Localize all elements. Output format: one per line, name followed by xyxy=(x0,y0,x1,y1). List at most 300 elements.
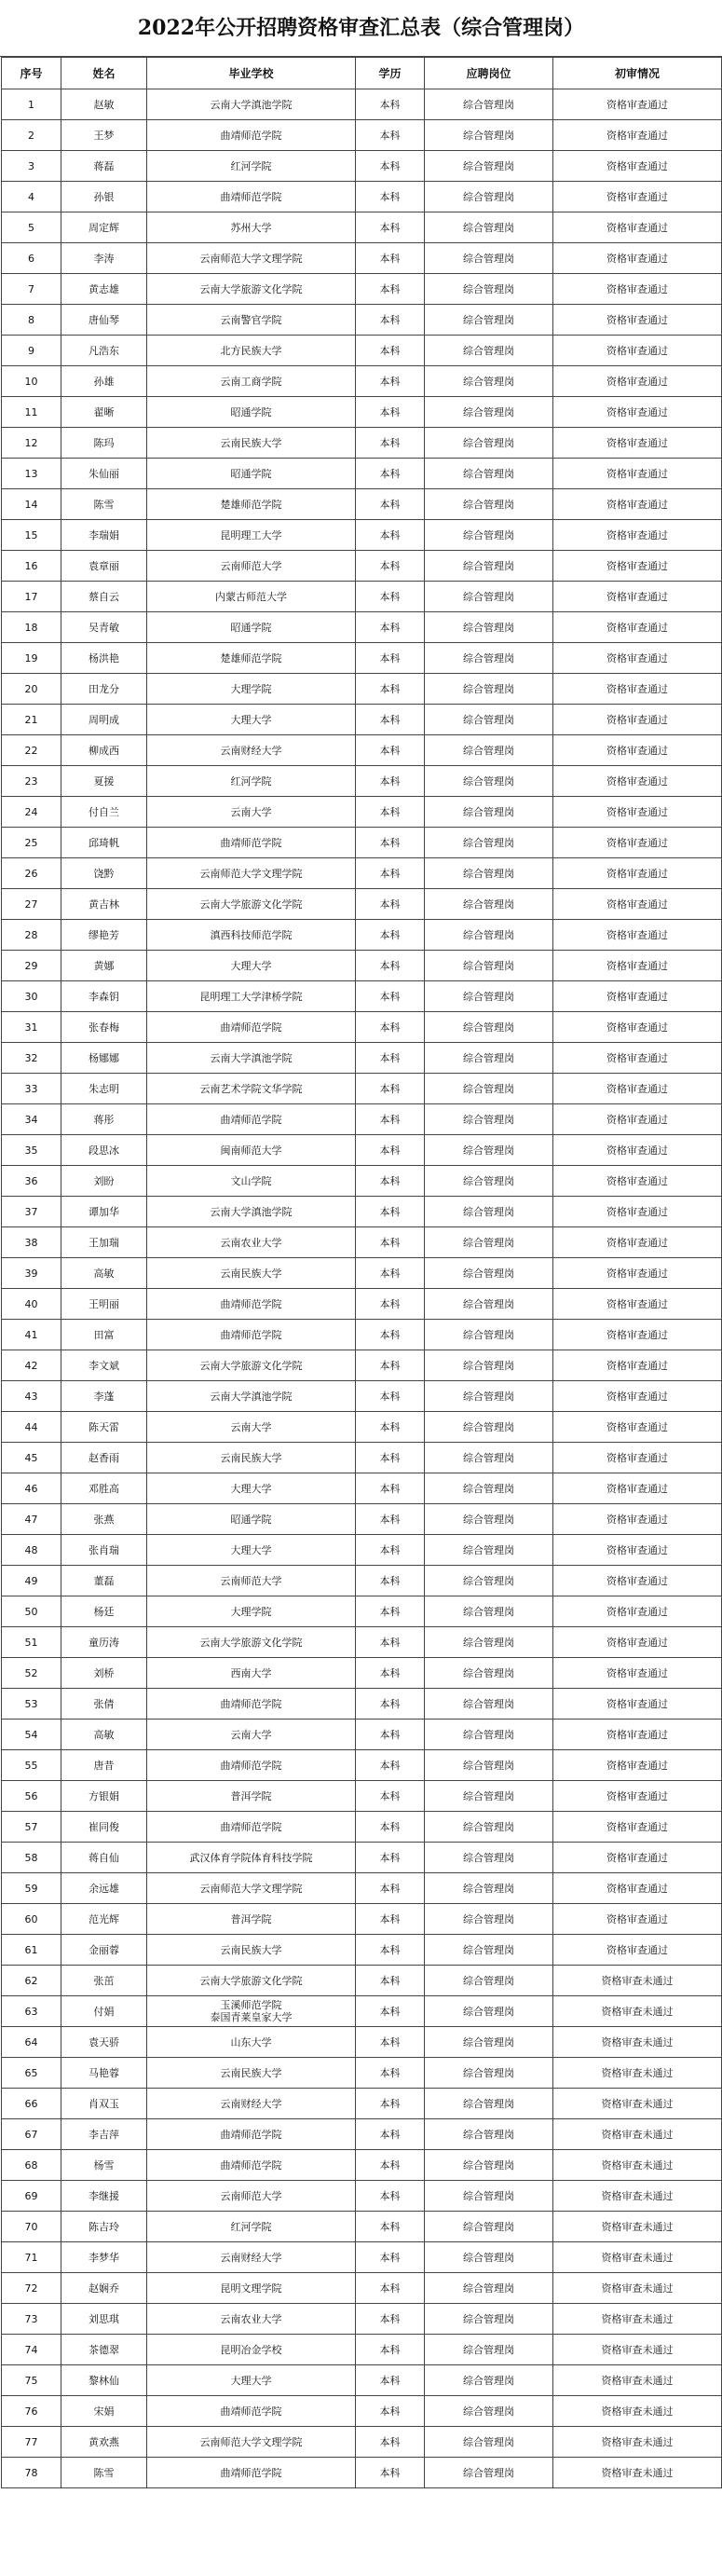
cell-index: 67 xyxy=(2,2119,61,2150)
cell-position: 综合管理岗 xyxy=(425,920,553,951)
cell-name: 李蓬 xyxy=(61,1381,147,1412)
cell-review-result: 资格审查通过 xyxy=(553,582,722,612)
cell-education: 本科 xyxy=(356,459,425,489)
cell-school: 内蒙古师范大学 xyxy=(147,582,356,612)
cell-position: 综合管理岗 xyxy=(425,489,553,520)
cell-education: 本科 xyxy=(356,705,425,735)
cell-name: 李梦华 xyxy=(61,2242,147,2273)
cell-school: 云南工商学院 xyxy=(147,366,356,397)
table-body xyxy=(2,89,722,2488)
cell-school: 云南大学旅游文化学院 xyxy=(147,1350,356,1381)
cell-name: 李继援 xyxy=(61,2181,147,2212)
cell-review-result: 资格审查通过 xyxy=(553,1012,722,1043)
cell-school: 玉溪师范学院 泰国青莱皇家大学 xyxy=(147,1996,356,2027)
cell-name: 袁天骄 xyxy=(61,2027,147,2058)
cell-position: 综合管理岗 xyxy=(425,1689,553,1720)
cell-review-result: 资格审查未通过 xyxy=(553,2212,722,2242)
cell-review-result: 资格审查通过 xyxy=(553,643,722,674)
cell-review-result: 资格审查通过 xyxy=(553,1443,722,1473)
cell-education: 本科 xyxy=(356,2119,425,2150)
cell-review-result: 资格审查通过 xyxy=(553,705,722,735)
table-row xyxy=(2,1350,722,1381)
table-row xyxy=(2,2304,722,2335)
cell-name: 黎林仙 xyxy=(61,2365,147,2396)
cell-name: 段思冰 xyxy=(61,1135,147,1166)
cell-school: 曲靖师范学院 xyxy=(147,2396,356,2427)
cell-name: 杨雪 xyxy=(61,2150,147,2181)
cell-position: 综合管理岗 xyxy=(425,1781,553,1812)
cell-school: 曲靖师范学院 xyxy=(147,1320,356,1350)
cell-school: 云南师范大学文理学院 xyxy=(147,243,356,274)
cell-index: 24 xyxy=(2,797,61,828)
cell-education: 本科 xyxy=(356,1566,425,1596)
cell-index: 65 xyxy=(2,2058,61,2089)
cell-review-result: 资格审查未通过 xyxy=(553,2058,722,2089)
table-row xyxy=(2,366,722,397)
cell-index: 28 xyxy=(2,920,61,951)
cell-name: 李吉萍 xyxy=(61,2119,147,2150)
cell-name: 孙银 xyxy=(61,182,147,212)
table-row xyxy=(2,2427,722,2458)
cell-position: 综合管理岗 xyxy=(425,858,553,889)
table-row xyxy=(2,766,722,797)
header-name: 姓名 xyxy=(61,58,147,89)
cell-index: 62 xyxy=(2,1966,61,1996)
cell-index: 16 xyxy=(2,551,61,582)
cell-education: 本科 xyxy=(356,1627,425,1658)
cell-index: 42 xyxy=(2,1350,61,1381)
table-row xyxy=(2,1258,722,1289)
table-row xyxy=(2,1843,722,1873)
cell-name: 付自兰 xyxy=(61,797,147,828)
cell-index: 68 xyxy=(2,2150,61,2181)
cell-review-result: 资格审查通过 xyxy=(553,1043,722,1074)
cell-education: 本科 xyxy=(356,1166,425,1197)
table-row xyxy=(2,2119,722,2150)
cell-education: 本科 xyxy=(356,2273,425,2304)
header-review-result: 初审情况 xyxy=(553,58,722,89)
table-row xyxy=(2,1135,722,1166)
cell-index: 72 xyxy=(2,2273,61,2304)
cell-index: 63 xyxy=(2,1996,61,2027)
cell-position: 综合管理岗 xyxy=(425,1720,553,1750)
cell-school: 西南大学 xyxy=(147,1658,356,1689)
cell-review-result: 资格审查通过 xyxy=(553,1812,722,1843)
cell-school: 曲靖师范学院 xyxy=(147,1812,356,1843)
cell-position: 综合管理岗 xyxy=(425,1320,553,1350)
cell-name: 茶德翠 xyxy=(61,2335,147,2365)
cell-review-result: 资格审查未通过 xyxy=(553,2304,722,2335)
cell-position: 综合管理岗 xyxy=(425,1750,553,1781)
cell-position: 综合管理岗 xyxy=(425,1012,553,1043)
cell-position: 综合管理岗 xyxy=(425,2365,553,2396)
cell-name: 田富 xyxy=(61,1320,147,1350)
cell-position: 综合管理岗 xyxy=(425,2058,553,2089)
cell-education: 本科 xyxy=(356,243,425,274)
cell-index: 64 xyxy=(2,2027,61,2058)
cell-review-result: 资格审查通过 xyxy=(553,920,722,951)
cell-education: 本科 xyxy=(356,212,425,243)
cell-education: 本科 xyxy=(356,2458,425,2488)
cell-name: 赵娴乔 xyxy=(61,2273,147,2304)
cell-review-result: 资格审查通过 xyxy=(553,735,722,766)
cell-index: 70 xyxy=(2,2212,61,2242)
cell-school: 曲靖师范学院 xyxy=(147,1104,356,1135)
cell-index: 10 xyxy=(2,366,61,397)
cell-index: 49 xyxy=(2,1566,61,1596)
cell-position: 综合管理岗 xyxy=(425,1873,553,1904)
cell-education: 本科 xyxy=(356,2427,425,2458)
cell-school: 昭通学院 xyxy=(147,459,356,489)
cell-name: 张倩 xyxy=(61,1689,147,1720)
cell-school: 曲靖师范学院 xyxy=(147,1289,356,1320)
cell-index: 38 xyxy=(2,1227,61,1258)
cell-index: 14 xyxy=(2,489,61,520)
table-row xyxy=(2,951,722,981)
cell-review-result: 资格审查通过 xyxy=(553,1166,722,1197)
cell-education: 本科 xyxy=(356,1258,425,1289)
cell-education: 本科 xyxy=(356,489,425,520)
cell-position: 综合管理岗 xyxy=(425,2212,553,2242)
cell-position: 综合管理岗 xyxy=(425,1596,553,1627)
cell-review-result: 资格审查通过 xyxy=(553,551,722,582)
cell-position: 综合管理岗 xyxy=(425,1566,553,1596)
cell-education: 本科 xyxy=(356,951,425,981)
header-school: 毕业学校 xyxy=(147,58,356,89)
cell-school: 云南财经大学 xyxy=(147,2089,356,2119)
cell-school: 云南农业大学 xyxy=(147,1227,356,1258)
table-row xyxy=(2,858,722,889)
cell-name: 蒋磊 xyxy=(61,151,147,182)
cell-review-result: 资格审查未通过 xyxy=(553,2119,722,2150)
cell-index: 7 xyxy=(2,274,61,305)
cell-review-result: 资格审查通过 xyxy=(553,1350,722,1381)
table-header-row xyxy=(2,58,722,89)
cell-position: 综合管理岗 xyxy=(425,1043,553,1074)
cell-position: 综合管理岗 xyxy=(425,1412,553,1443)
cell-school: 曲靖师范学院 xyxy=(147,828,356,858)
cell-review-result: 资格审查通过 xyxy=(553,1381,722,1412)
cell-review-result: 资格审查通过 xyxy=(553,212,722,243)
cell-name: 金丽蓉 xyxy=(61,1935,147,1966)
cell-index: 22 xyxy=(2,735,61,766)
table-row xyxy=(2,1658,722,1689)
table-row xyxy=(2,1966,722,1996)
cell-name: 赵香雨 xyxy=(61,1443,147,1473)
cell-index: 56 xyxy=(2,1781,61,1812)
cell-review-result: 资格审查未通过 xyxy=(553,2335,722,2365)
cell-review-result: 资格审查通过 xyxy=(553,243,722,274)
cell-name: 李文斌 xyxy=(61,1350,147,1381)
cell-position: 综合管理岗 xyxy=(425,582,553,612)
review-table xyxy=(1,57,722,2488)
cell-name: 李涛 xyxy=(61,243,147,274)
cell-review-result: 资格审查通过 xyxy=(553,1596,722,1627)
table-row xyxy=(2,120,722,151)
header-education: 学历 xyxy=(356,58,425,89)
cell-review-result: 资格审查未通过 xyxy=(553,2427,722,2458)
cell-name: 余远雄 xyxy=(61,1873,147,1904)
cell-name: 高敏 xyxy=(61,1258,147,1289)
table-row xyxy=(2,705,722,735)
cell-education: 本科 xyxy=(356,2212,425,2242)
table-row xyxy=(2,1935,722,1966)
cell-index: 12 xyxy=(2,428,61,459)
table-row xyxy=(2,336,722,366)
cell-position: 综合管理岗 xyxy=(425,89,553,120)
cell-education: 本科 xyxy=(356,1227,425,1258)
table-row xyxy=(2,1689,722,1720)
cell-education: 本科 xyxy=(356,1596,425,1627)
cell-index: 44 xyxy=(2,1412,61,1443)
cell-name: 杨洪艳 xyxy=(61,643,147,674)
table-row xyxy=(2,459,722,489)
cell-index: 66 xyxy=(2,2089,61,2119)
table-row xyxy=(2,1873,722,1904)
cell-name: 孙雄 xyxy=(61,366,147,397)
cell-name: 周定辉 xyxy=(61,212,147,243)
cell-review-result: 资格审查未通过 xyxy=(553,2242,722,2273)
cell-school: 曲靖师范学院 xyxy=(147,2119,356,2150)
cell-name: 黄吉林 xyxy=(61,889,147,920)
cell-index: 53 xyxy=(2,1689,61,1720)
cell-education: 本科 xyxy=(356,582,425,612)
cell-name: 付娟 xyxy=(61,1996,147,2027)
cell-school: 云南大学滇池学院 xyxy=(147,1197,356,1227)
cell-school: 云南大学 xyxy=(147,797,356,828)
cell-school: 大理大学 xyxy=(147,951,356,981)
cell-school: 云南大学滇池学院 xyxy=(147,89,356,120)
table-row xyxy=(2,1812,722,1843)
cell-education: 本科 xyxy=(356,305,425,336)
table-row xyxy=(2,2458,722,2488)
cell-index: 69 xyxy=(2,2181,61,2212)
cell-index: 59 xyxy=(2,1873,61,1904)
cell-education: 本科 xyxy=(356,1720,425,1750)
cell-review-result: 资格审查未通过 xyxy=(553,2365,722,2396)
cell-school: 云南大学 xyxy=(147,1412,356,1443)
cell-name: 翟晰 xyxy=(61,397,147,428)
cell-position: 综合管理岗 xyxy=(425,520,553,551)
table-row xyxy=(2,1412,722,1443)
cell-education: 本科 xyxy=(356,735,425,766)
cell-review-result: 资格审查通过 xyxy=(553,858,722,889)
cell-education: 本科 xyxy=(356,520,425,551)
cell-review-result: 资格审查通过 xyxy=(553,1412,722,1443)
cell-name: 黄志雄 xyxy=(61,274,147,305)
cell-index: 3 xyxy=(2,151,61,182)
cell-index: 77 xyxy=(2,2427,61,2458)
cell-index: 5 xyxy=(2,212,61,243)
cell-name: 刘思琪 xyxy=(61,2304,147,2335)
cell-education: 本科 xyxy=(356,1689,425,1720)
cell-name: 刘盼 xyxy=(61,1166,147,1197)
cell-position: 综合管理岗 xyxy=(425,397,553,428)
cell-review-result: 资格审查未通过 xyxy=(553,2273,722,2304)
table-row xyxy=(2,2396,722,2427)
cell-index: 54 xyxy=(2,1720,61,1750)
cell-index: 71 xyxy=(2,2242,61,2273)
cell-education: 本科 xyxy=(356,1843,425,1873)
cell-education: 本科 xyxy=(356,89,425,120)
cell-school: 昆明理工大学津桥学院 xyxy=(147,981,356,1012)
cell-school: 曲靖师范学院 xyxy=(147,2458,356,2488)
cell-school: 云南大学旅游文化学院 xyxy=(147,889,356,920)
cell-education: 本科 xyxy=(356,858,425,889)
cell-index: 9 xyxy=(2,336,61,366)
cell-position: 综合管理岗 xyxy=(425,1535,553,1566)
cell-position: 综合管理岗 xyxy=(425,981,553,1012)
cell-name: 李瑞娟 xyxy=(61,520,147,551)
cell-review-result: 资格审查通过 xyxy=(553,1197,722,1227)
cell-position: 综合管理岗 xyxy=(425,1443,553,1473)
cell-education: 本科 xyxy=(356,1966,425,1996)
cell-review-result: 资格审查通过 xyxy=(553,1843,722,1873)
cell-position: 综合管理岗 xyxy=(425,674,553,705)
cell-index: 20 xyxy=(2,674,61,705)
table-row xyxy=(2,612,722,643)
cell-education: 本科 xyxy=(356,551,425,582)
cell-school: 云南艺术学院文华学院 xyxy=(147,1074,356,1104)
cell-review-result: 资格审查通过 xyxy=(553,428,722,459)
cell-school: 红河学院 xyxy=(147,766,356,797)
cell-school: 武汉体育学院体育科技学院 xyxy=(147,1843,356,1873)
cell-school: 红河学院 xyxy=(147,151,356,182)
cell-review-result: 资格审查未通过 xyxy=(553,2181,722,2212)
cell-review-result: 资格审查通过 xyxy=(553,1473,722,1504)
cell-position: 综合管理岗 xyxy=(425,1135,553,1166)
cell-school: 滇西科技师范学院 xyxy=(147,920,356,951)
cell-position: 综合管理岗 xyxy=(425,243,553,274)
cell-review-result: 资格审查通过 xyxy=(553,951,722,981)
table-row xyxy=(2,1043,722,1074)
cell-position: 综合管理岗 xyxy=(425,705,553,735)
cell-review-result: 资格审查通过 xyxy=(553,1135,722,1166)
cell-index: 1 xyxy=(2,89,61,120)
cell-name: 邓胜高 xyxy=(61,1473,147,1504)
cell-review-result: 资格审查通过 xyxy=(553,1504,722,1535)
cell-position: 综合管理岗 xyxy=(425,1381,553,1412)
cell-name: 方银娟 xyxy=(61,1781,147,1812)
cell-name: 王加瑞 xyxy=(61,1227,147,1258)
cell-education: 本科 xyxy=(356,2304,425,2335)
cell-name: 黄娜 xyxy=(61,951,147,981)
cell-school: 云南师范大学文理学院 xyxy=(147,858,356,889)
cell-education: 本科 xyxy=(356,336,425,366)
cell-education: 本科 xyxy=(356,2089,425,2119)
cell-education: 本科 xyxy=(356,2058,425,2089)
table-row xyxy=(2,1320,722,1350)
cell-name: 凡浩东 xyxy=(61,336,147,366)
cell-index: 55 xyxy=(2,1750,61,1781)
cell-education: 本科 xyxy=(356,1412,425,1443)
cell-name: 谭加华 xyxy=(61,1197,147,1227)
table-row xyxy=(2,2273,722,2304)
cell-index: 78 xyxy=(2,2458,61,2488)
cell-school: 曲靖师范学院 xyxy=(147,1750,356,1781)
cell-school: 云南财经大学 xyxy=(147,735,356,766)
cell-position: 综合管理岗 xyxy=(425,1258,553,1289)
cell-name: 陈雪 xyxy=(61,2458,147,2488)
cell-school: 云南民族大学 xyxy=(147,1443,356,1473)
cell-school: 大理大学 xyxy=(147,2365,356,2396)
cell-index: 6 xyxy=(2,243,61,274)
table-row xyxy=(2,1473,722,1504)
cell-position: 综合管理岗 xyxy=(425,1658,553,1689)
cell-education: 本科 xyxy=(356,1443,425,1473)
cell-position: 综合管理岗 xyxy=(425,797,553,828)
cell-index: 8 xyxy=(2,305,61,336)
cell-review-result: 资格审查通过 xyxy=(553,459,722,489)
cell-education: 本科 xyxy=(356,1781,425,1812)
cell-name: 唐仙琴 xyxy=(61,305,147,336)
cell-review-result: 资格审查未通过 xyxy=(553,2150,722,2181)
cell-review-result: 资格审查通过 xyxy=(553,89,722,120)
cell-education: 本科 xyxy=(356,1473,425,1504)
cell-review-result: 资格审查通过 xyxy=(553,274,722,305)
table-row xyxy=(2,182,722,212)
cell-review-result: 资格审查通过 xyxy=(553,1074,722,1104)
cell-education: 本科 xyxy=(356,1935,425,1966)
cell-review-result: 资格审查通过 xyxy=(553,120,722,151)
cell-school: 普洱学院 xyxy=(147,1904,356,1935)
cell-education: 本科 xyxy=(356,397,425,428)
cell-review-result: 资格审查未通过 xyxy=(553,2089,722,2119)
cell-review-result: 资格审查通过 xyxy=(553,1535,722,1566)
cell-review-result: 资格审查通过 xyxy=(553,520,722,551)
cell-school: 大理学院 xyxy=(147,1596,356,1627)
cell-review-result: 资格审查通过 xyxy=(553,1658,722,1689)
cell-position: 综合管理岗 xyxy=(425,305,553,336)
cell-education: 本科 xyxy=(356,2365,425,2396)
cell-education: 本科 xyxy=(356,1535,425,1566)
table-row xyxy=(2,89,722,120)
cell-name: 赵敏 xyxy=(61,89,147,120)
cell-education: 本科 xyxy=(356,1504,425,1535)
cell-name: 范光辉 xyxy=(61,1904,147,1935)
cell-position: 综合管理岗 xyxy=(425,2119,553,2150)
cell-review-result: 资格审查通过 xyxy=(553,612,722,643)
table-row xyxy=(2,520,722,551)
cell-review-result: 资格审查通过 xyxy=(553,151,722,182)
cell-position: 综合管理岗 xyxy=(425,2181,553,2212)
cell-school: 大理大学 xyxy=(147,1473,356,1504)
table-row xyxy=(2,1720,722,1750)
cell-name: 蔡自云 xyxy=(61,582,147,612)
cell-index: 48 xyxy=(2,1535,61,1566)
cell-school: 云南民族大学 xyxy=(147,428,356,459)
cell-name: 杨娜娜 xyxy=(61,1043,147,1074)
cell-school: 昆明冶金学校 xyxy=(147,2335,356,2365)
cell-name: 缪艳芳 xyxy=(61,920,147,951)
table-row xyxy=(2,551,722,582)
cell-index: 40 xyxy=(2,1289,61,1320)
cell-review-result: 资格审查通过 xyxy=(553,1320,722,1350)
cell-review-result: 资格审查通过 xyxy=(553,1258,722,1289)
cell-name: 崔同俊 xyxy=(61,1812,147,1843)
cell-index: 41 xyxy=(2,1320,61,1350)
cell-school: 大理大学 xyxy=(147,705,356,735)
cell-position: 综合管理岗 xyxy=(425,2242,553,2273)
cell-index: 47 xyxy=(2,1504,61,1535)
page-title: 2022年公开招聘资格审查汇总表（综合管理岗） xyxy=(0,0,722,57)
cell-name: 张茁 xyxy=(61,1966,147,1996)
cell-review-result: 资格审查通过 xyxy=(553,1935,722,1966)
cell-position: 综合管理岗 xyxy=(425,1627,553,1658)
cell-index: 29 xyxy=(2,951,61,981)
cell-index: 46 xyxy=(2,1473,61,1504)
cell-position: 综合管理岗 xyxy=(425,1904,553,1935)
